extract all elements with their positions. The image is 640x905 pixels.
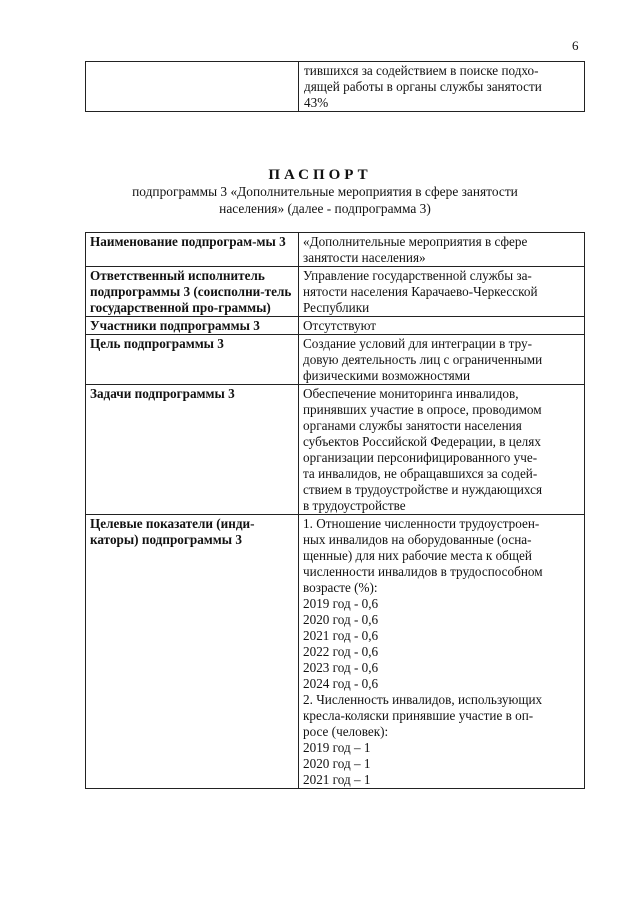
- text-line: довую деятельность лиц с ограниченными: [303, 352, 543, 367]
- text-line: 2. Численность инвалидов, использующих: [303, 692, 543, 707]
- table-row: [86, 267, 585, 317]
- text-line: Обеспечение мониторинга инвалидов,: [303, 386, 519, 401]
- text-line: росе (человек):: [303, 724, 389, 739]
- text-line: 2023 год - 0,6: [303, 660, 379, 675]
- passport-subtitle: подпрограммы 3 «Дополнительные мероприятия в сфере занятости населения» (далее - подпрограмма 3): [132, 184, 518, 216]
- text-line: «Дополнительные мероприятия в сфере: [303, 234, 528, 249]
- passport-title: ПАСПОРТ: [268, 167, 372, 183]
- table-cell-continuation: [299, 62, 585, 112]
- row-label: Цель подпрограммы 3: [86, 335, 299, 385]
- table-row: [86, 62, 585, 112]
- text-line: 2020 год - 0,6: [303, 612, 379, 627]
- text-line: в трудоустройстве: [303, 498, 406, 513]
- text-line: ствием в трудоустройстве и нуждающихся: [303, 482, 543, 497]
- table-row: [86, 385, 585, 515]
- table-cell-empty: [86, 62, 299, 112]
- text-line: та инвалидов, не обращавшихся за содей-: [303, 466, 538, 481]
- table-row: [86, 335, 585, 385]
- row-label: Наименование подпрограм-мы 3: [86, 233, 299, 267]
- text-line: Отсутствуют: [303, 318, 377, 333]
- text-line: 2021 год - 0,6: [303, 628, 379, 643]
- text-line: занятости населения»: [303, 250, 426, 265]
- page-number: 6: [572, 38, 579, 53]
- text-line: субъектов Российской Федерации, в целях: [303, 434, 541, 449]
- row-label: Задачи подпрограммы 3: [86, 385, 299, 515]
- text-line: 2022 год - 0,6: [303, 644, 379, 659]
- row-value: [299, 385, 585, 515]
- text-line: Управление государственной службы за-: [303, 268, 532, 283]
- text-line: Создание условий для интеграции в тру-: [303, 336, 533, 351]
- text-line: Республики: [303, 300, 370, 315]
- row-value: [299, 267, 585, 317]
- text-line: 1. Отношение численности трудоустроен-: [303, 516, 540, 531]
- passport-table: [85, 232, 585, 789]
- text-line: 2024 год - 0,6: [303, 676, 379, 691]
- text-line: организации персонифицированного уче-: [303, 450, 538, 465]
- text-line: 2019 год – 1: [303, 740, 371, 755]
- table-row: [86, 317, 585, 335]
- row-value: [299, 317, 585, 335]
- row-label: Ответственный исполнитель подпрограммы 3 (соисполни-тель государственной про-граммы): [86, 267, 299, 317]
- text-line: кресла-коляски принявшие участие в оп-: [303, 708, 534, 723]
- row-value: [299, 233, 585, 267]
- text-line: 2019 год - 0,6: [303, 596, 379, 611]
- text-line: органами службы занятости населения: [303, 418, 522, 433]
- row-label: Участники подпрограммы 3: [86, 317, 299, 335]
- text-line: 2021 год – 1: [303, 772, 371, 787]
- text-line: ных инвалидов на оборудованные (осна-: [303, 532, 532, 547]
- text-line: численности инвалидов в трудоспособном: [303, 564, 543, 579]
- text-line: щенные) для них рабочие места к общей: [303, 548, 532, 563]
- text-line: принявших участие в опросе, проводимом: [303, 402, 542, 417]
- table-row: [86, 515, 585, 789]
- text-line: нятости населения Карачаево-Черкесской: [303, 284, 538, 299]
- row-label: Целевые показатели (инди-каторы) подпрограммы 3: [86, 515, 299, 789]
- text-line: возрасте (%):: [303, 580, 378, 595]
- text-line: тившихся за содействием в поиске подхо-: [304, 63, 539, 78]
- text-line: 2020 год – 1: [303, 756, 371, 771]
- text-line: дящей работы в органы службы занятости: [304, 79, 542, 94]
- table-row: [86, 233, 585, 267]
- row-value: [299, 515, 585, 789]
- row-value: [299, 335, 585, 385]
- text-line: физическими возможностями: [303, 368, 471, 383]
- continuation-table: [85, 61, 585, 112]
- text-line: 43%: [304, 95, 329, 110]
